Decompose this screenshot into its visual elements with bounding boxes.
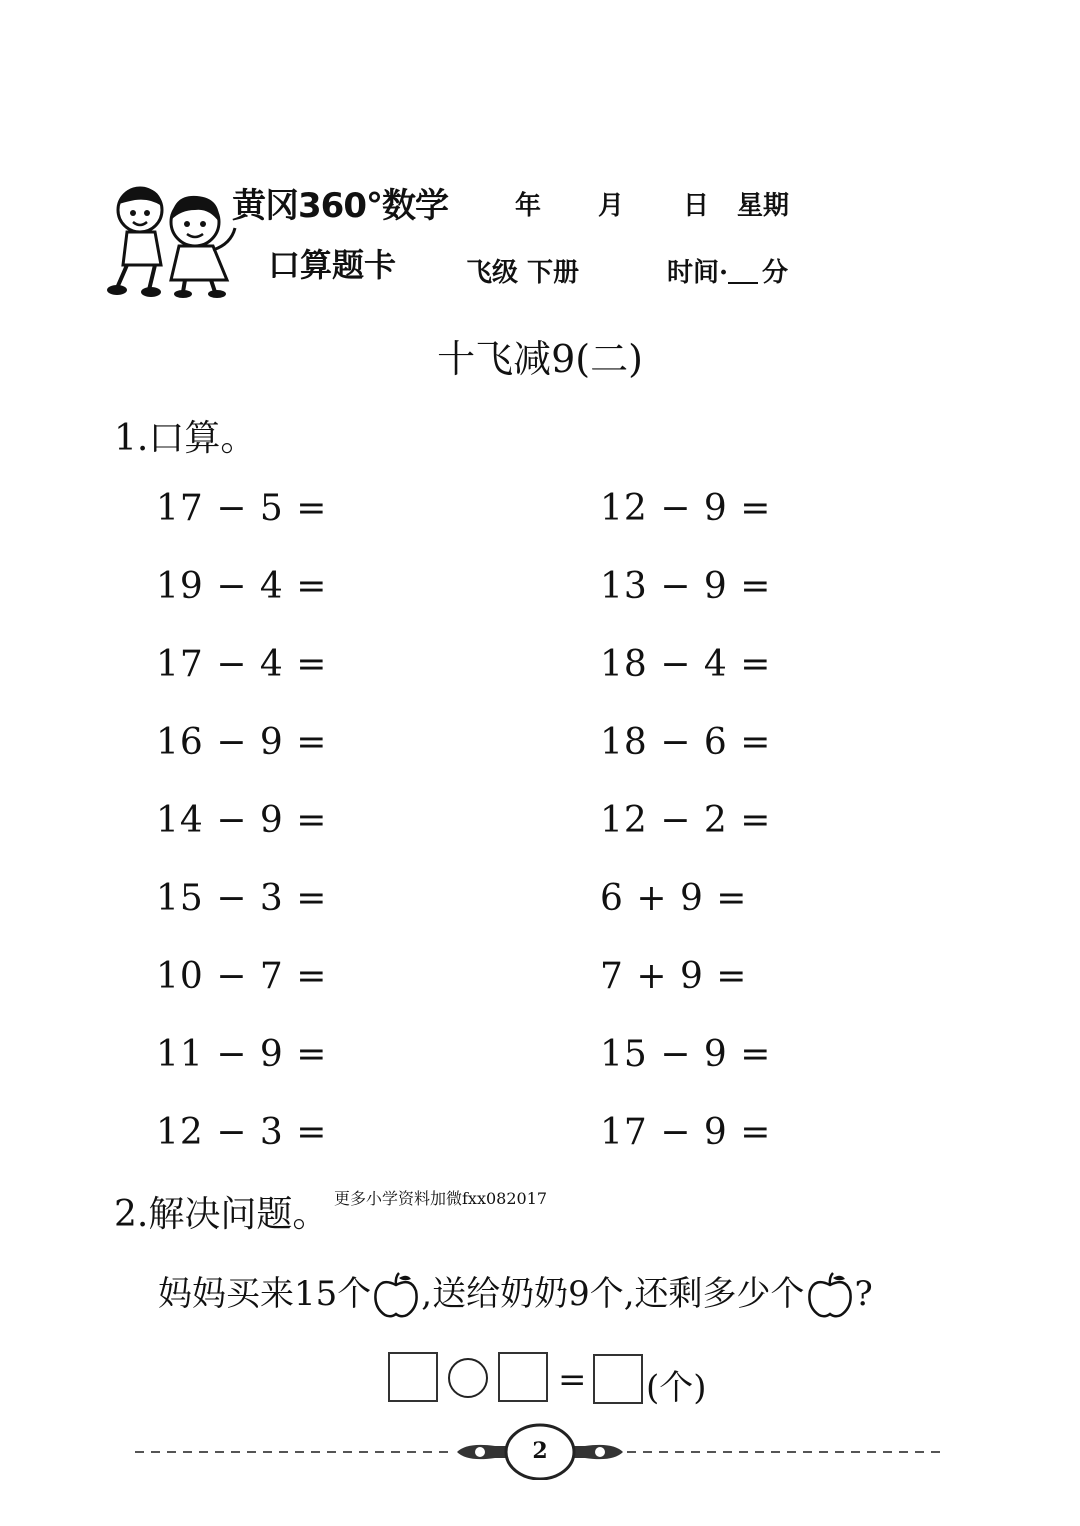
- watermark-text: 更多小学资料加微fxx082017: [334, 1189, 548, 1208]
- answer-box-2[interactable]: [498, 1352, 548, 1402]
- equation-left-4: 16 − 9 =: [156, 722, 328, 763]
- page-number: 2: [532, 1438, 548, 1464]
- apple-icon: [805, 1271, 855, 1319]
- equation-right-5: 12 − 2 =: [600, 800, 772, 841]
- problem-end: ?: [854, 1274, 873, 1314]
- equation-right-4: 18 − 6 =: [600, 722, 772, 763]
- equation-right-2: 13 − 9 =: [600, 566, 772, 607]
- apple-icon: [371, 1271, 421, 1319]
- time-unit: 分: [762, 258, 789, 288]
- grade-label: 飞级 下册: [466, 258, 580, 288]
- month-label: 月: [598, 191, 625, 221]
- answer-unit: (个): [646, 1368, 707, 1408]
- year-label: 年: [515, 191, 542, 221]
- equation-right-1: 12 − 9 =: [600, 488, 772, 529]
- section-1-title: 1.口算。: [114, 418, 257, 459]
- problem-part-2: ,送给奶奶9个,还剩多少个: [421, 1274, 805, 1314]
- kids-mascot-icon: [105, 180, 240, 300]
- equation-right-6: 6 + 9 =: [600, 878, 748, 919]
- equation-left-1: 17 − 5 =: [156, 488, 328, 529]
- equation-left-3: 17 − 4 =: [156, 644, 328, 685]
- equation-right-3: 18 − 4 =: [600, 644, 772, 685]
- problem-part-1: 妈妈买来15个: [158, 1274, 372, 1314]
- section-2-title: 2.解决问题。: [114, 1194, 329, 1235]
- equation-right-9: 17 − 9 =: [600, 1112, 772, 1153]
- equation-left-5: 14 − 9 =: [156, 800, 328, 841]
- brand-title: 黄冈360°数学: [232, 186, 448, 226]
- operator-circle[interactable]: [448, 1358, 488, 1398]
- equation-left-7: 10 − 7 =: [156, 956, 328, 997]
- answer-box-result[interactable]: [593, 1354, 643, 1404]
- brand-subtitle: 口算题卡: [268, 246, 397, 284]
- equation-left-8: 11 − 9 =: [156, 1034, 328, 1075]
- equation-right-8: 15 − 9 =: [600, 1034, 772, 1075]
- lesson-title: 十飞减9(二): [437, 337, 643, 381]
- time-blank[interactable]: [728, 252, 758, 284]
- equals-sign: =: [558, 1360, 587, 1400]
- day-label: 日: [683, 191, 710, 221]
- equation-right-7: 7 + 9 =: [600, 956, 748, 997]
- equation-left-2: 19 − 4 =: [156, 566, 328, 607]
- time-label: 时间·: [667, 258, 729, 288]
- word-problem: [158, 1266, 873, 1319]
- answer-box-1[interactable]: [388, 1352, 438, 1402]
- equation-left-9: 12 − 3 =: [156, 1112, 328, 1153]
- weekday-label: 星期: [737, 191, 790, 221]
- equation-left-6: 15 − 3 =: [156, 878, 328, 919]
